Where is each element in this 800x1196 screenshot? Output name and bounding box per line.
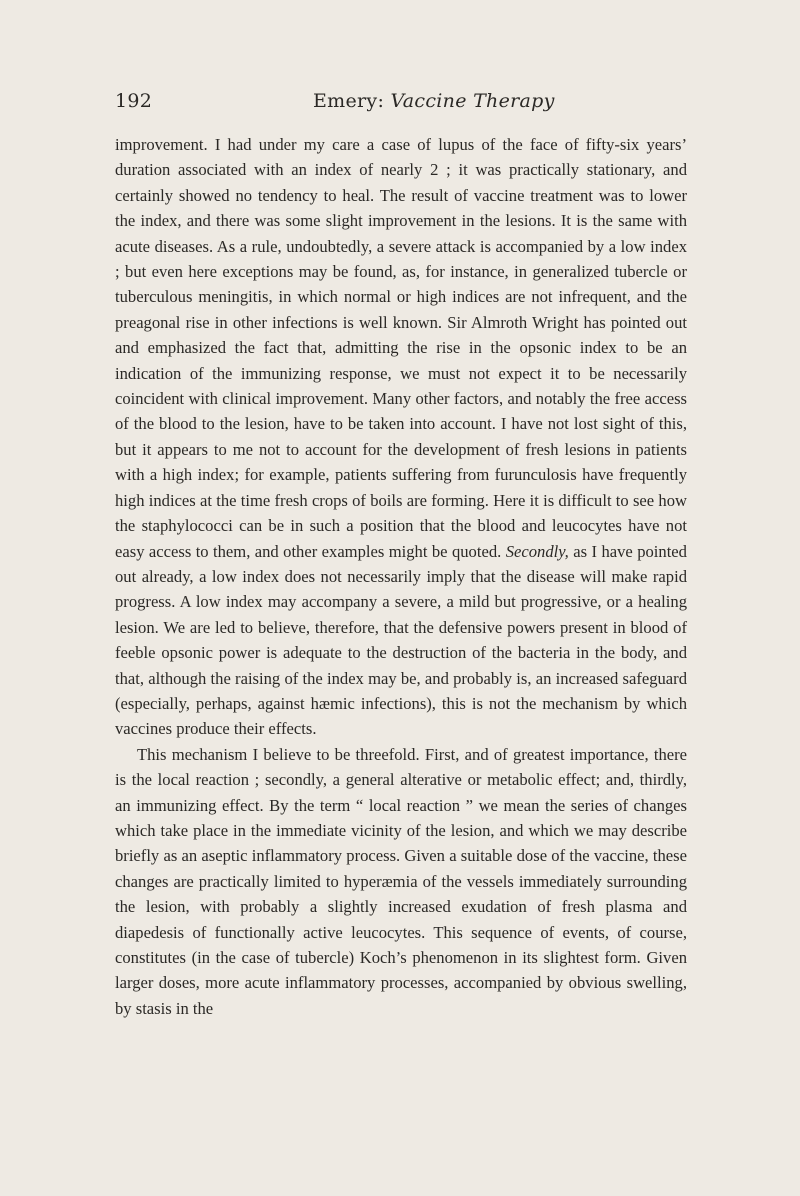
running-head	[313, 90, 555, 112]
paragraph-1-emphasis: Secondly,	[505, 541, 569, 561]
body-text	[115, 132, 687, 1021]
paragraph-1	[115, 132, 687, 742]
paragraph-1-text: improvement. I had under my care a case of lupus of the face of fifty-six years’ duration associated with an index of nearly 2 ; it was practically stationary, and certainly showed no tendency to heal. The result of vaccine treatment was to lower the index, and there was some slight improvement in the lesions. It is the same with acute diseases. As a rule, undoubtedly, a severe attack is accompanied by a low index ; but even here exceptions may be found, as, for instance, in generalized tubercle or tuberculous meningitis, in which normal or high indices are not infrequent, and the preagonal rise in other infections is well known. Sir Almroth Wright has pointed out and emphasized the fact that, admitting the rise in the opsonic index to be an indication of the immunizing response, we must not expect it to be necessarily coincident with clinical improvement. Many other factors, and notably the free access of the blood to the lesion, have to be taken into account. I have not lost sight of this, but it appears to me not to account for the development of fresh lesions in patients with a high index; for example, patients suffering from furunculosis have frequently high indices at the time fresh crops of boils are forming. Here it is difficult to see how the staphylococci can be in such a position that the blood and leucocytes have not easy access to them, and other examples might be quoted.	[115, 135, 687, 561]
page-header	[115, 90, 687, 124]
page-number: 192	[115, 90, 153, 112]
book-page	[115, 90, 687, 1021]
running-head-title: Vaccine Therapy	[390, 90, 555, 112]
running-head-separator: :	[377, 90, 385, 112]
running-head-author: Emery	[313, 90, 378, 112]
paragraph-1-continuation: as I have pointed out already, a low index does not necessarily imply that the disease will make rapid progress. A low index may accompany a severe, a mild but progressive, or a healing lesion. We are led to believe, therefore, that the defensive powers present in blood of feeble opsonic power is adequate to the destruction of the bacteria in the body, and that, although the raising of the index may be, and probably is, an increased safeguard (especially, perhaps, against hæmic infections), this is not the mechanism by which vaccines produce their effects.	[115, 541, 687, 739]
paragraph-2: This mechanism I believe to be threefold. First, and of greatest importance, there is the local reaction ; secondly, a general alterative or metabolic effect; and, thirdly, an immunizing effect. By the term “ local reaction ” we mean the series of changes which take place in the immediate vicinity of the lesion, and which we may describe briefly as an aseptic inflammatory process. Given a suitable dose of the vaccine, these changes are practically limited to hyperæmia of the vessels immediately surrounding the lesion, with probably a slightly increased exudation of fresh plasma and diapedesis of functionally active leucocytes. This sequence of events, of course, constitutes (in the case of tubercle) Koch’s phenomenon in its slightest form. Given larger doses, more acute inflammatory processes, accompanied by obvious swelling, by stasis in the	[115, 744, 687, 1018]
